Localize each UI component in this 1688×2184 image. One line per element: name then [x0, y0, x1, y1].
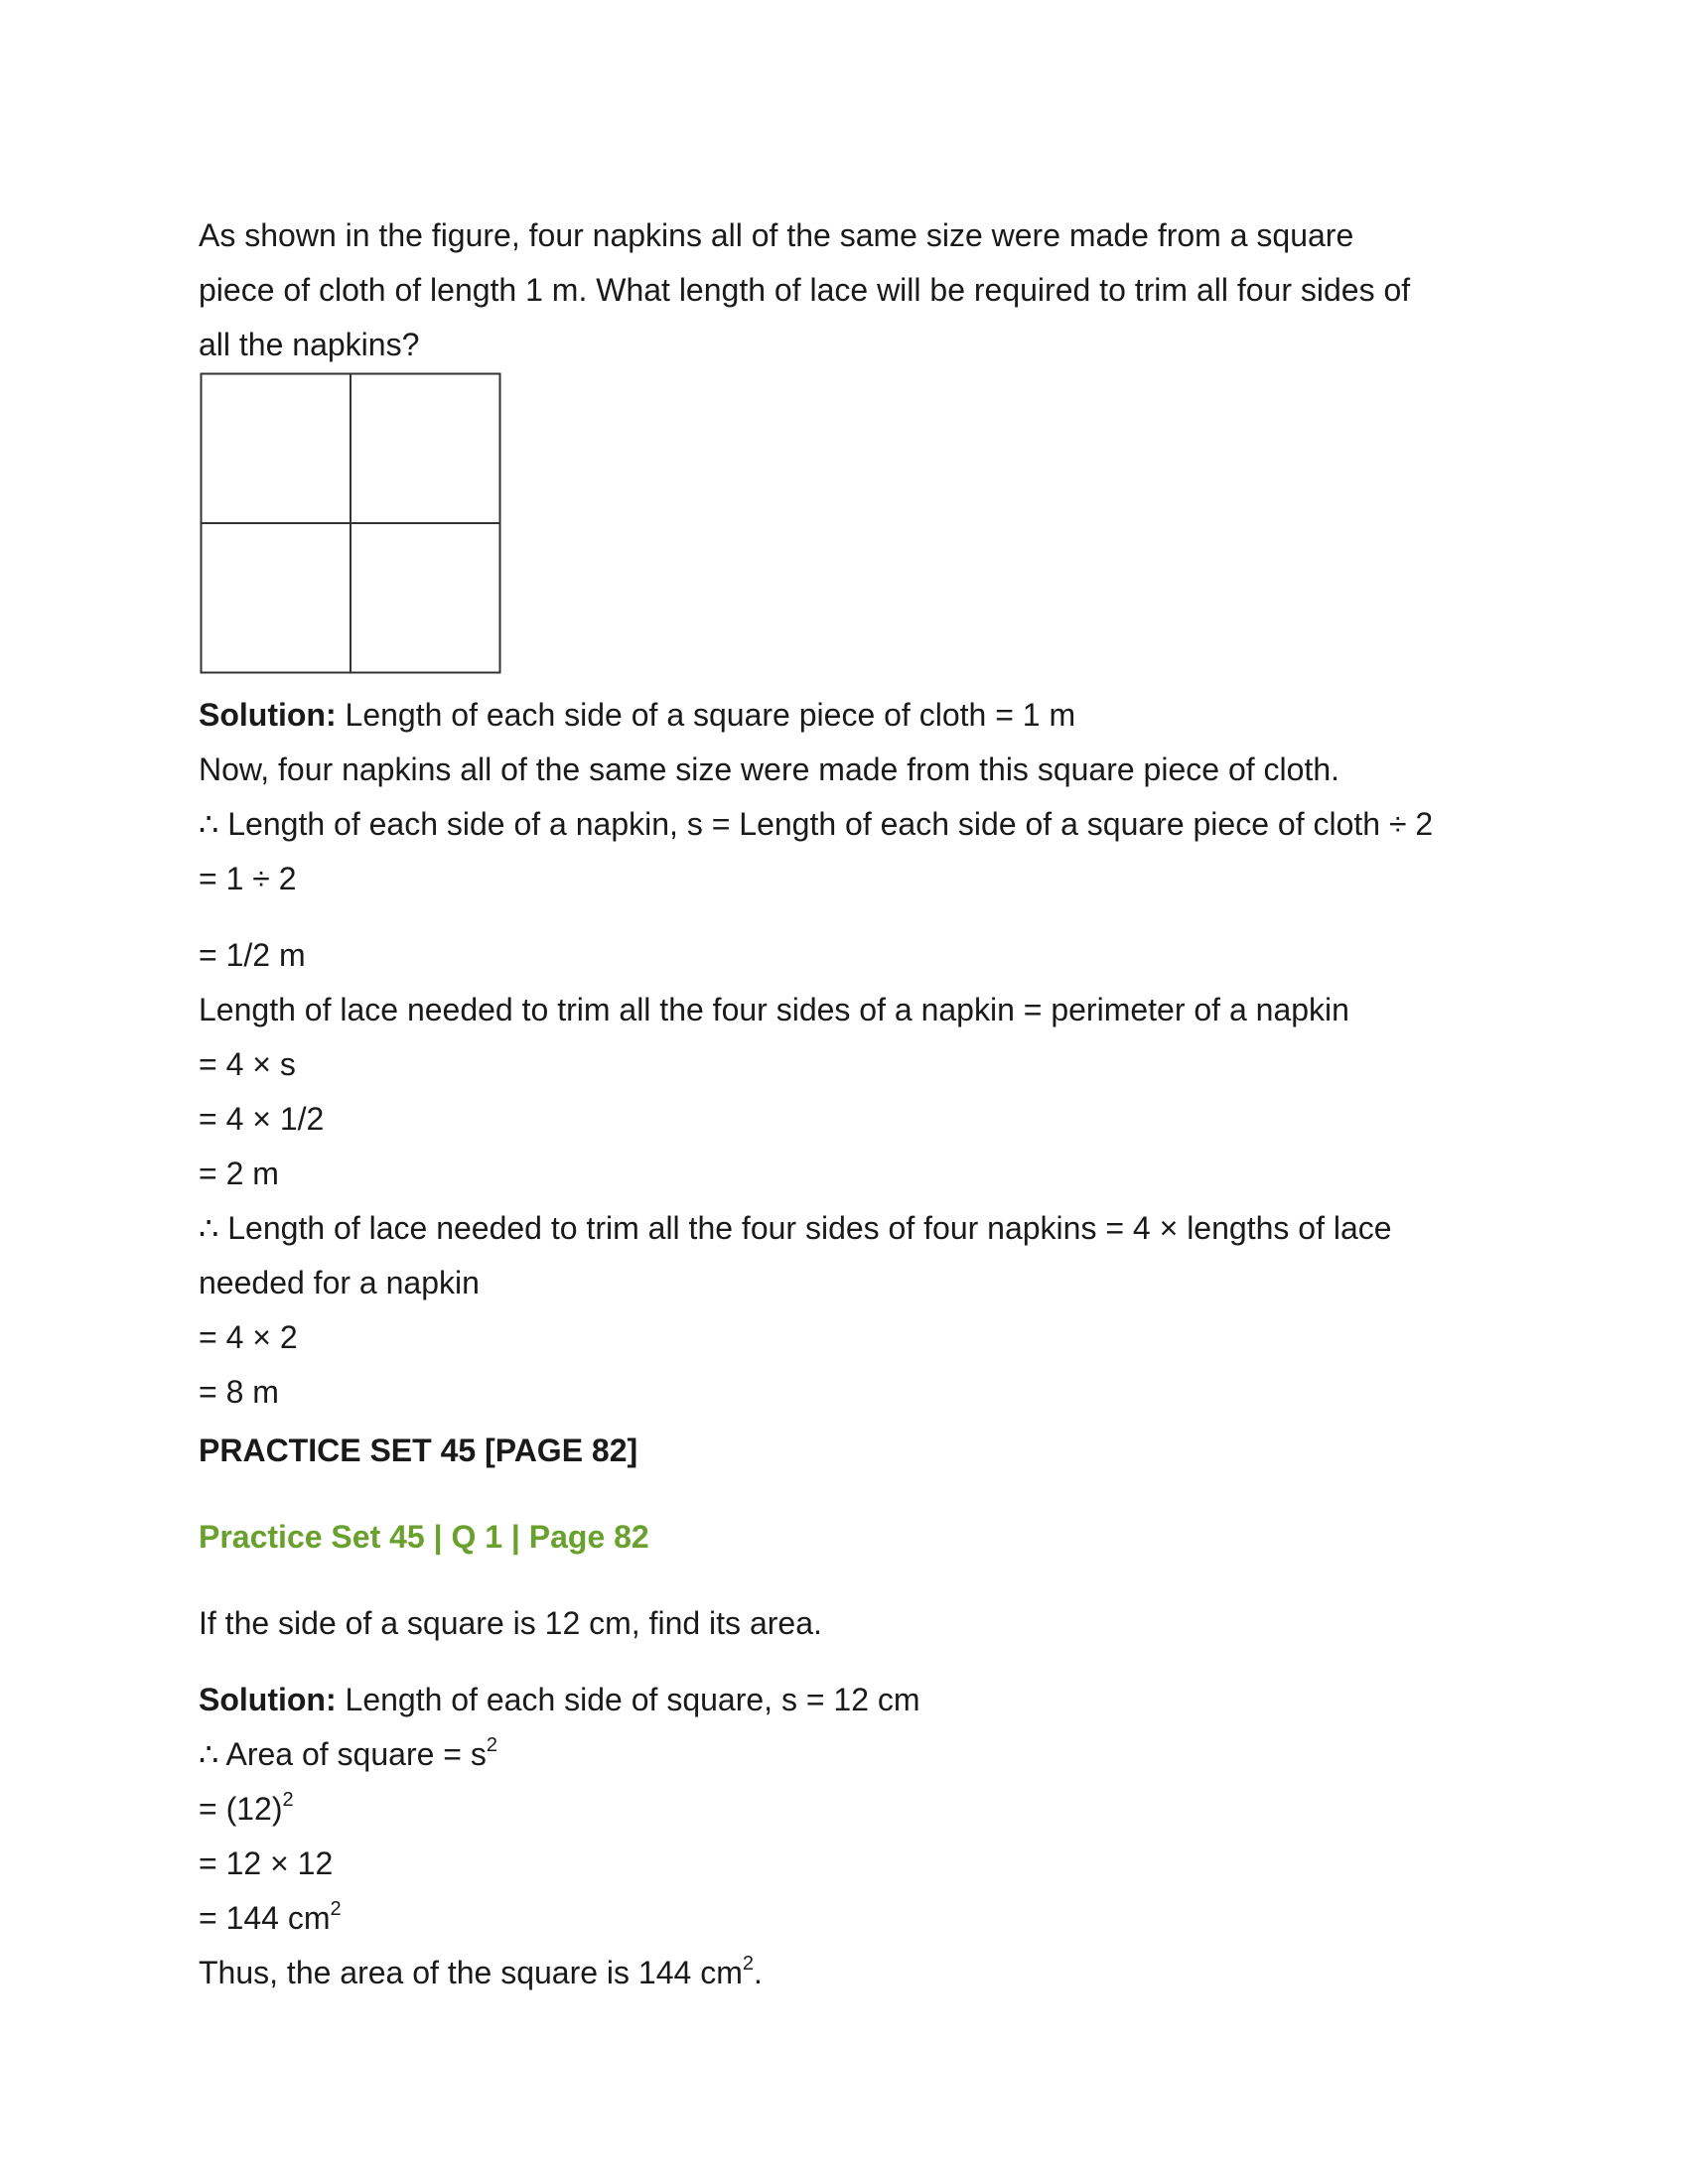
problem-line-2: piece of cloth of length 1 m. What length of lace will be required to trim all four sides of — [199, 272, 1411, 308]
solution-1-line: = 2 m — [199, 1156, 279, 1191]
problem-line-1: As shown in the figure, four napkins all of the same size were made from a square — [199, 217, 1354, 253]
area-formula: ∴ Area of square = s — [199, 1736, 487, 1772]
solution-2-area-line — [199, 1727, 1509, 1782]
conclusion-period: . — [753, 1955, 763, 1990]
solution-1-line: = 4 × s — [199, 1046, 296, 1082]
solution-2-text: Length of each side of square, s = 12 cm — [336, 1682, 920, 1717]
solution-1-line: Length of lace needed to trim all the four sides of a napkin = perimeter of a napkin — [199, 992, 1349, 1027]
solution-1-line: = 4 × 1/2 — [199, 1101, 325, 1137]
napkins-figure — [200, 372, 505, 678]
solution-2-result-line — [199, 1891, 1509, 1946]
solution-1-line: = 8 m — [199, 1374, 279, 1410]
solution-label: Solution: — [199, 1682, 337, 1717]
solution-1-line: = 4 × 2 — [199, 1319, 298, 1355]
solution-1-first-line — [199, 688, 1509, 743]
question-text: If the side of a square is 12 cm, find its area. — [199, 1605, 822, 1641]
question-header: Practice Set 45 | Q 1 | Page 82 — [199, 1519, 649, 1555]
problem-line-3: all the napkins? — [199, 327, 420, 362]
square-divided-into-four-napkins-icon — [200, 372, 505, 678]
conclusion-text: Thus, the area of the square is 144 cm — [199, 1955, 743, 1990]
section-heading: PRACTICE SET 45 [PAGE 82] — [199, 1433, 638, 1468]
result-value: = 144 cm — [199, 1900, 331, 1936]
solution-2-conclusion — [199, 1946, 1509, 2000]
square-expression: = (12) — [199, 1791, 283, 1827]
solution-label: Solution: — [199, 697, 337, 733]
document-page — [199, 208, 1509, 2000]
solution-1-text: Length of each side of a square piece of cloth = 1 m — [336, 697, 1076, 733]
exponent: 2 — [330, 1898, 342, 1920]
solution-1-line: needed for a napkin — [199, 1265, 480, 1300]
solution-2-square-line — [199, 1782, 1509, 1837]
exponent: 2 — [486, 1734, 497, 1756]
exponent: 2 — [282, 1789, 294, 1811]
solution-1-line: = 1/2 m — [199, 937, 306, 973]
solution-2-first-line — [199, 1673, 1509, 1727]
solution-2-product-line: = 12 × 12 — [199, 1845, 334, 1881]
solution-1-line: = 1 ÷ 2 — [199, 861, 297, 896]
solution-1-line: ∴ Length of lace needed to trim all the four sides of four napkins = 4 × lengths of lace — [199, 1210, 1392, 1246]
solution-1-line: Now, four napkins all of the same size were made from this square piece of cloth. — [199, 751, 1339, 787]
exponent: 2 — [742, 1953, 754, 1975]
solution-1-line: ∴ Length of each side of a napkin, s = Length of each side of a square piece of cloth ÷ 2 — [199, 806, 1434, 842]
